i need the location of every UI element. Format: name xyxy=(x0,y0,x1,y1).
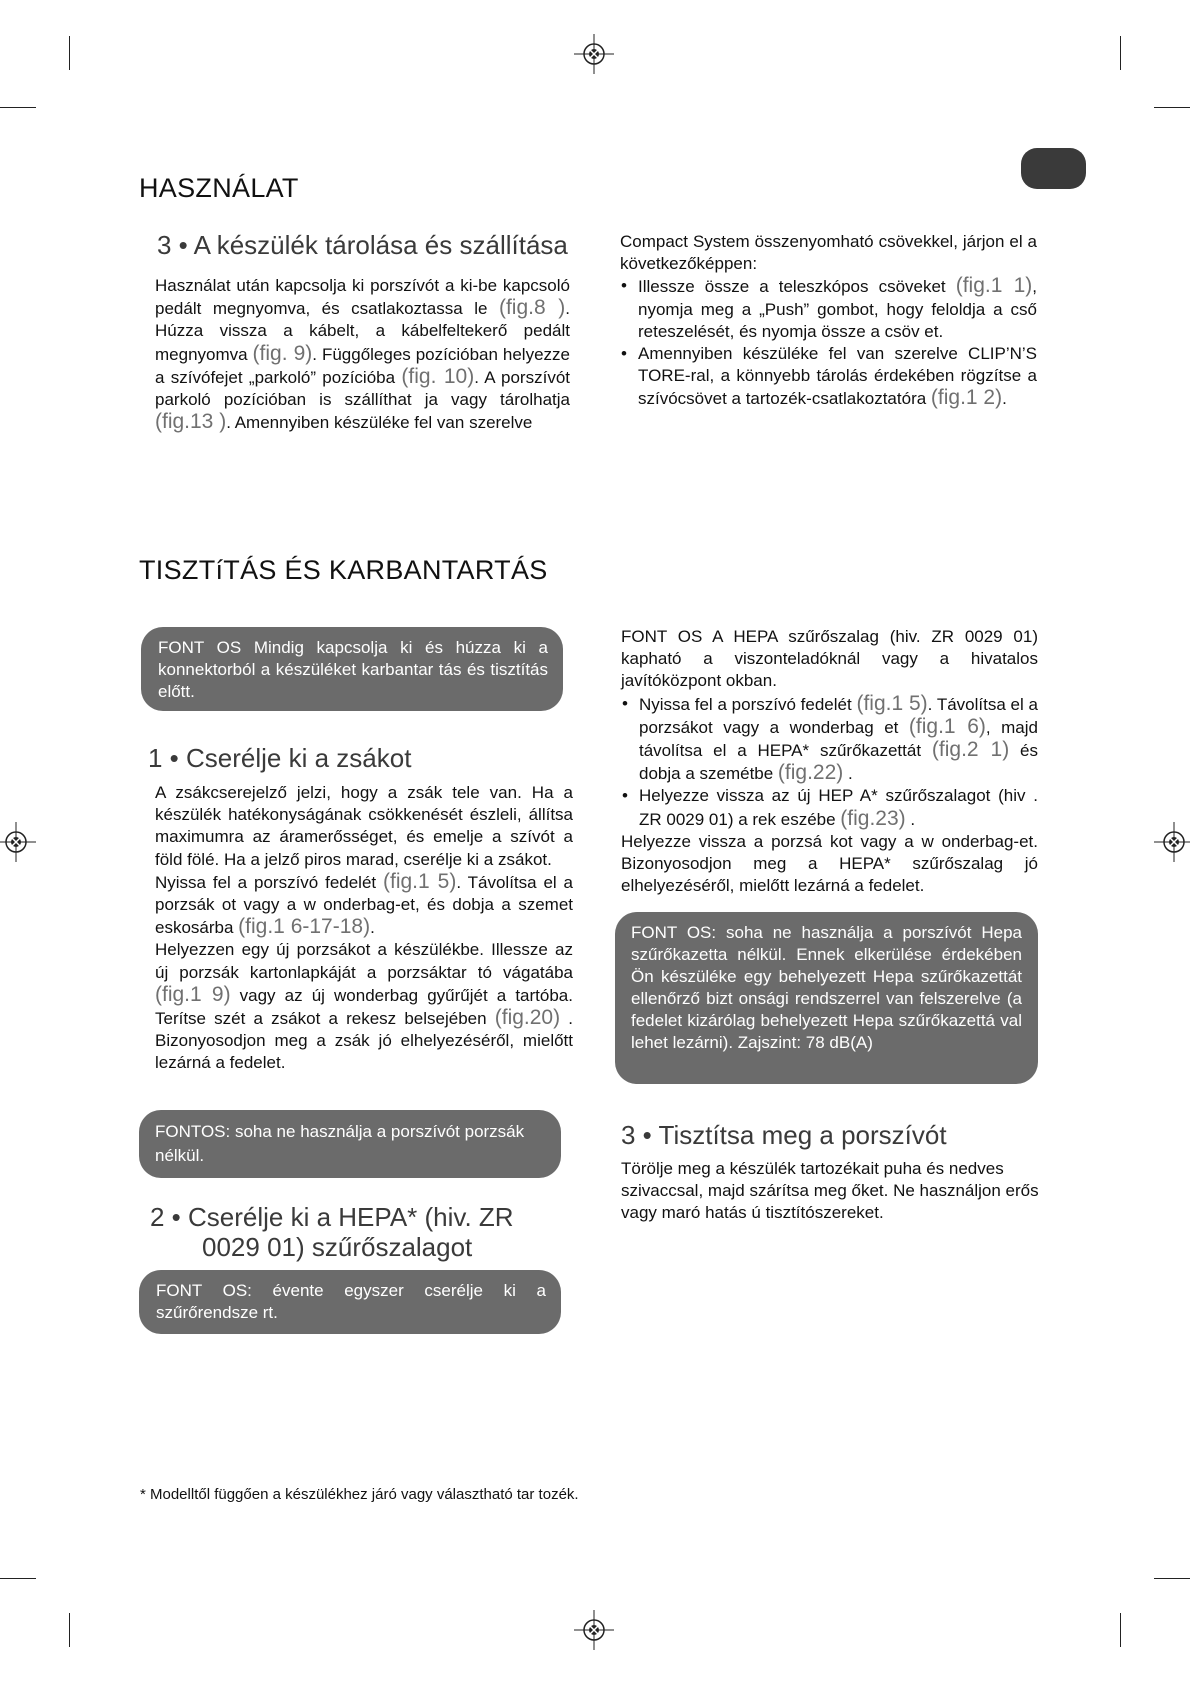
list-item: • Amennyiben készüléke fel van szerelve CLIP’N’S TORE-ral, a könnyebb tárolás érdekében rögzítse a szívócsövet a tartozék-csatlakoztatóra (fig.1 2). xyxy=(620,343,1037,411)
storage-intro: Compact System összenyomható csövekkel, járjon el a következőképpen: xyxy=(620,232,1037,274)
notice-box-no-bag: FONTOS: soha ne használja a porszívót porzsák nélkül. xyxy=(139,1110,561,1178)
crop-mark xyxy=(0,107,36,108)
section-heading-usage: HASZNÁLAT xyxy=(139,173,299,203)
subsection-title-clean-vacuum: 3 • Tisztítsa meg a porszívót xyxy=(621,1120,947,1150)
section-heading-cleaning: TISZTíTÁS ÉS KARBANTARTÁS xyxy=(139,555,548,585)
crop-mark xyxy=(1154,107,1190,108)
fig-ref: (fig. 10) xyxy=(401,364,475,388)
crop-mark xyxy=(1120,1613,1121,1647)
crop-mark xyxy=(1154,1578,1190,1579)
registration-mark-icon xyxy=(574,1610,614,1650)
registration-mark-icon xyxy=(0,822,36,862)
clean-vacuum-text: Törölje meg a készülék tartozékait puha és nedves szivaccsal, majd szárítsa meg őket. Ne használjon erős vagy maró hatás ú tisztítószereket. xyxy=(621,1159,1039,1223)
crop-mark xyxy=(0,1578,36,1579)
list-item: • Illessze össze a teleszkópos csöveket (fig.1 1), nyomja meg a „Push” gombot, hogy feloldja a cső reteszelését, és nyomja össze a csöv et. xyxy=(620,275,1037,343)
hepa-right-column: FONT OS A HEPA szűrőszalag (hiv. ZR 0029 01) kapható a viszonteladóknál vagy a hivatalos javítóközpont okban. • Nyissa fel a porszívó fedelét (fig.1 5). Távolítsa el a porzsákot vagy a wonderbag et (fig.1 6), majd távolítsa el a HEPA* szűrőkazettát (fig.2 1) és dobja a szemétbe (fig.22) . • Helyezze vissza az új HEP A* szűrőszalagot (hiv . ZR 0029 01) a rek eszébe (fig.23) . Helyezze vissza a porzsá kot vagy a w onderbag-et. Bizonyosodjon meg a HEPA* szűrőszalag jó elhelyezéséről, mielőtt lezárná a fedelet. xyxy=(621,626,1038,897)
crop-mark xyxy=(69,36,70,70)
crop-mark xyxy=(69,1613,70,1647)
notice-box-yearly: FONT OS: évente egyszer cserélje ki a szűrőrendsze rt. xyxy=(139,1270,561,1334)
subsection-title-replace-bag: 1 • Cserélje ki a zsákot xyxy=(148,743,412,773)
subsection-title-storage: 3 • A készülék tárolása és szállítása xyxy=(157,230,568,260)
registration-mark-icon xyxy=(574,34,614,74)
subsection-title-replace-hepa: 2 • Cserélje ki a HEPA* (hiv. ZR 0029 01) szűrőszalagot xyxy=(150,1202,514,1262)
crop-mark xyxy=(1120,36,1121,70)
language-tab xyxy=(1021,148,1086,189)
fig-ref: (fig.13 ) xyxy=(155,410,227,434)
fig-ref: (fig. 9) xyxy=(252,341,313,365)
storage-right-column xyxy=(620,231,1037,411)
footnote: * Modelltől függően a készülékhez járó vagy választható tar tozék. xyxy=(140,1486,579,1503)
notice-box-unplug: FONT OS Mindig kapcsolja ki és húzza ki a konnektorból a készüléket karbantar tás és tisztítás előtt. xyxy=(141,627,563,711)
list-item: • Nyissa fel a porszívó fedelét (fig.1 5). Távolítsa el a porzsákot vagy a wonderbag et (fig.1 6), majd távolítsa el a HEPA* szűrőkazettát (fig.2 1) és dobja a szemétbe (fig.22) . xyxy=(621,693,1038,786)
replace-bag-text: A zsákcserejelző jelzi, hogy a zsák tele van. Ha a készülék hatékonyságának csökkenését észleli, állítsa maximumra az áramerősséget, és emelje a szívót a föld fölé. Ha a jelző piros marad, cserélje ki a zsákot. Nyissa fel a porszívó fedelét (fig.1 5). Távolítsa el a porzsák ot vagy a w onderbag-et, és dobja a szemet eskosárba (fig.1 6-17-18). Helyezzen egy új porzsákot a készülékbe. Illessze az új porzsák kartonlapkáját a porzsáktar tó vágatába (fig.1 9) vagy az új wonderbag gyűrűjét a tartóba. Terítse szét a zsákot a rekesz belsejében (fig.20) . Bizonyosodjon meg a zsák jó elhelyezéséről, mielőtt lezárná a fedelet. xyxy=(155,783,574,1073)
notice-box-hepa: FONT OS: soha ne használja a porszívót Hepa szűrőkazetta nélkül. Ennek elkerülése érdekében Ön készüléke egy behelyezett Hepa szűrőkazettát ellenőrző bizt onsági rendszerrel van felszerelve (a fedelet kizárólag behelyezett Hepa szűrőkazettá val lehet lezárni). Zajszint: 78 dB(A) xyxy=(615,912,1038,1084)
storage-paragraph: Használat után kapcsolja ki porszívót a ki-be kapcsoló pedált megnyomva, és csatlakoztassa le (fig.8 ). Húzza vissza a kábelt, a kábelfeltekerő pedált megnyomva (fig. 9). Függőleges pozícióban helyezze a szívófejet „parkoló” pozícióba (fig. 10). A porszívót parkoló pozícióban is szállíthat ja vagy tárolhatja (fig.13 ). Amennyiben készüléke fel van szerelve xyxy=(155,276,571,434)
fig-ref: (fig.8 ) xyxy=(498,296,566,320)
registration-mark-icon xyxy=(1154,822,1190,862)
list-item: • Helyezze vissza az új HEP A* szűrőszalagot (hiv . ZR 0029 01) a rek eszébe (fig.23) . xyxy=(621,785,1038,830)
